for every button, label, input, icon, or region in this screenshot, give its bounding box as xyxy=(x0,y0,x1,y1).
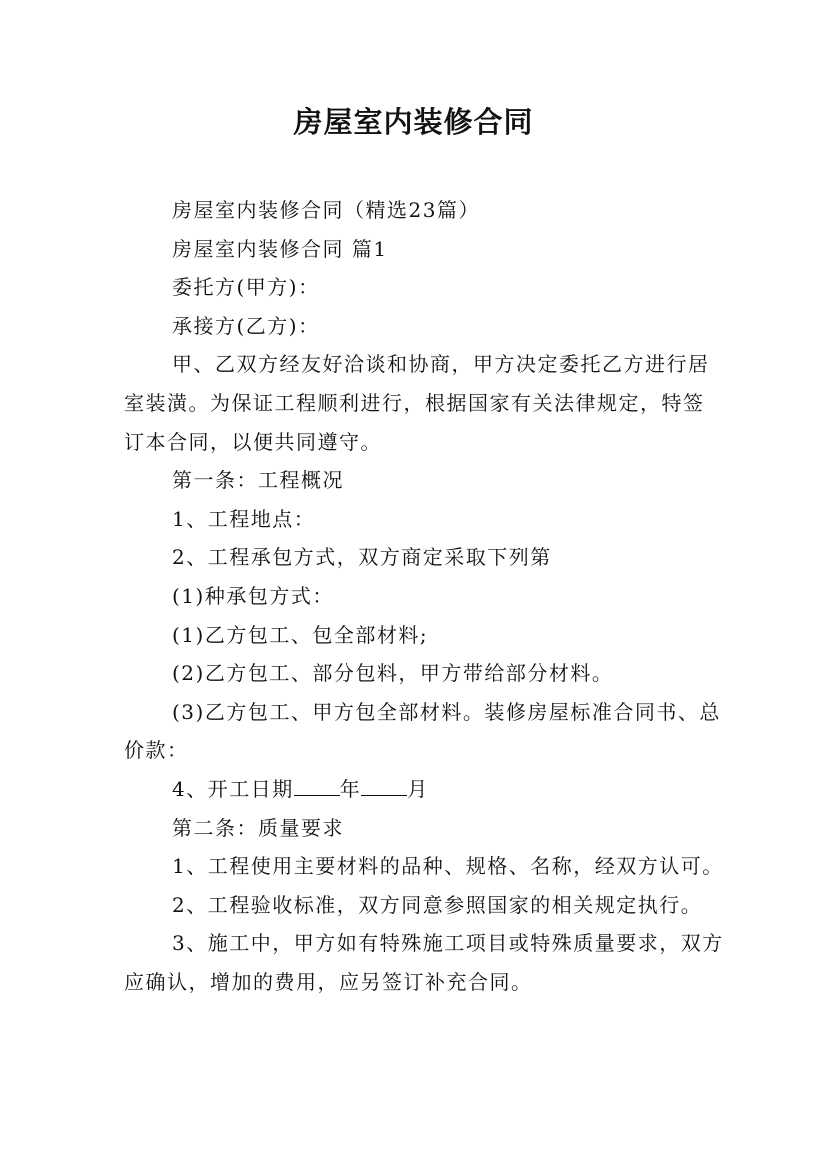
paragraph: 第一条：工程概况 xyxy=(172,468,344,493)
paragraph: 甲、乙双方经友好洽谈和协商，甲方决定委托乙方进行居室装潢。为保证工程顺利进行，根据国家有关法律规定，特签订本合同，以便共同遵守。 xyxy=(124,352,710,454)
paragraph: (1)种承包方式： xyxy=(172,583,334,608)
year-blank xyxy=(294,777,340,796)
paragraph: 2、工程验收标准，双方同意参照国家的相关规定执行。 xyxy=(172,892,703,917)
paragraph: 3、施工中，甲方如有特殊施工项目或特殊质量要求，双方应确认，增加的费用，应另签订补充合同。 xyxy=(124,931,724,994)
month-blank xyxy=(361,777,407,796)
paragraph: 2、工程承包方式，双方商定采取下列第 xyxy=(172,545,552,570)
paragraph: 1、工程使用主要材料的品种、规格、名称，经双方认可。 xyxy=(172,854,724,879)
paragraph: (3)乙方包工、甲方包全部材料。装修房屋标准合同书、总价款： xyxy=(124,699,721,763)
document-body xyxy=(124,191,724,1001)
paragraph: (1)乙方包工、包全部材料; xyxy=(172,622,429,647)
month-label: 月 xyxy=(407,776,429,801)
paragraph: 承接方(乙方)： xyxy=(172,313,320,338)
paragraph: 房屋室内装修合同 篇1 xyxy=(172,236,388,261)
year-label: 年 xyxy=(339,776,362,801)
paragraph: 委托方(甲方)： xyxy=(172,275,320,300)
paragraph: (2)乙方包工、部分包料，甲方带给部分材料。 xyxy=(172,661,614,686)
start-date-label: 4、开工日期 xyxy=(172,776,294,801)
document-title: 房屋室内装修合同 xyxy=(293,105,534,139)
paragraph: 第二条：质量要求 xyxy=(172,815,344,840)
start-date-line xyxy=(124,770,724,809)
paragraph: 1、工程地点： xyxy=(172,506,316,531)
paragraph: 房屋室内装修合同（精选23篇） xyxy=(172,198,480,222)
